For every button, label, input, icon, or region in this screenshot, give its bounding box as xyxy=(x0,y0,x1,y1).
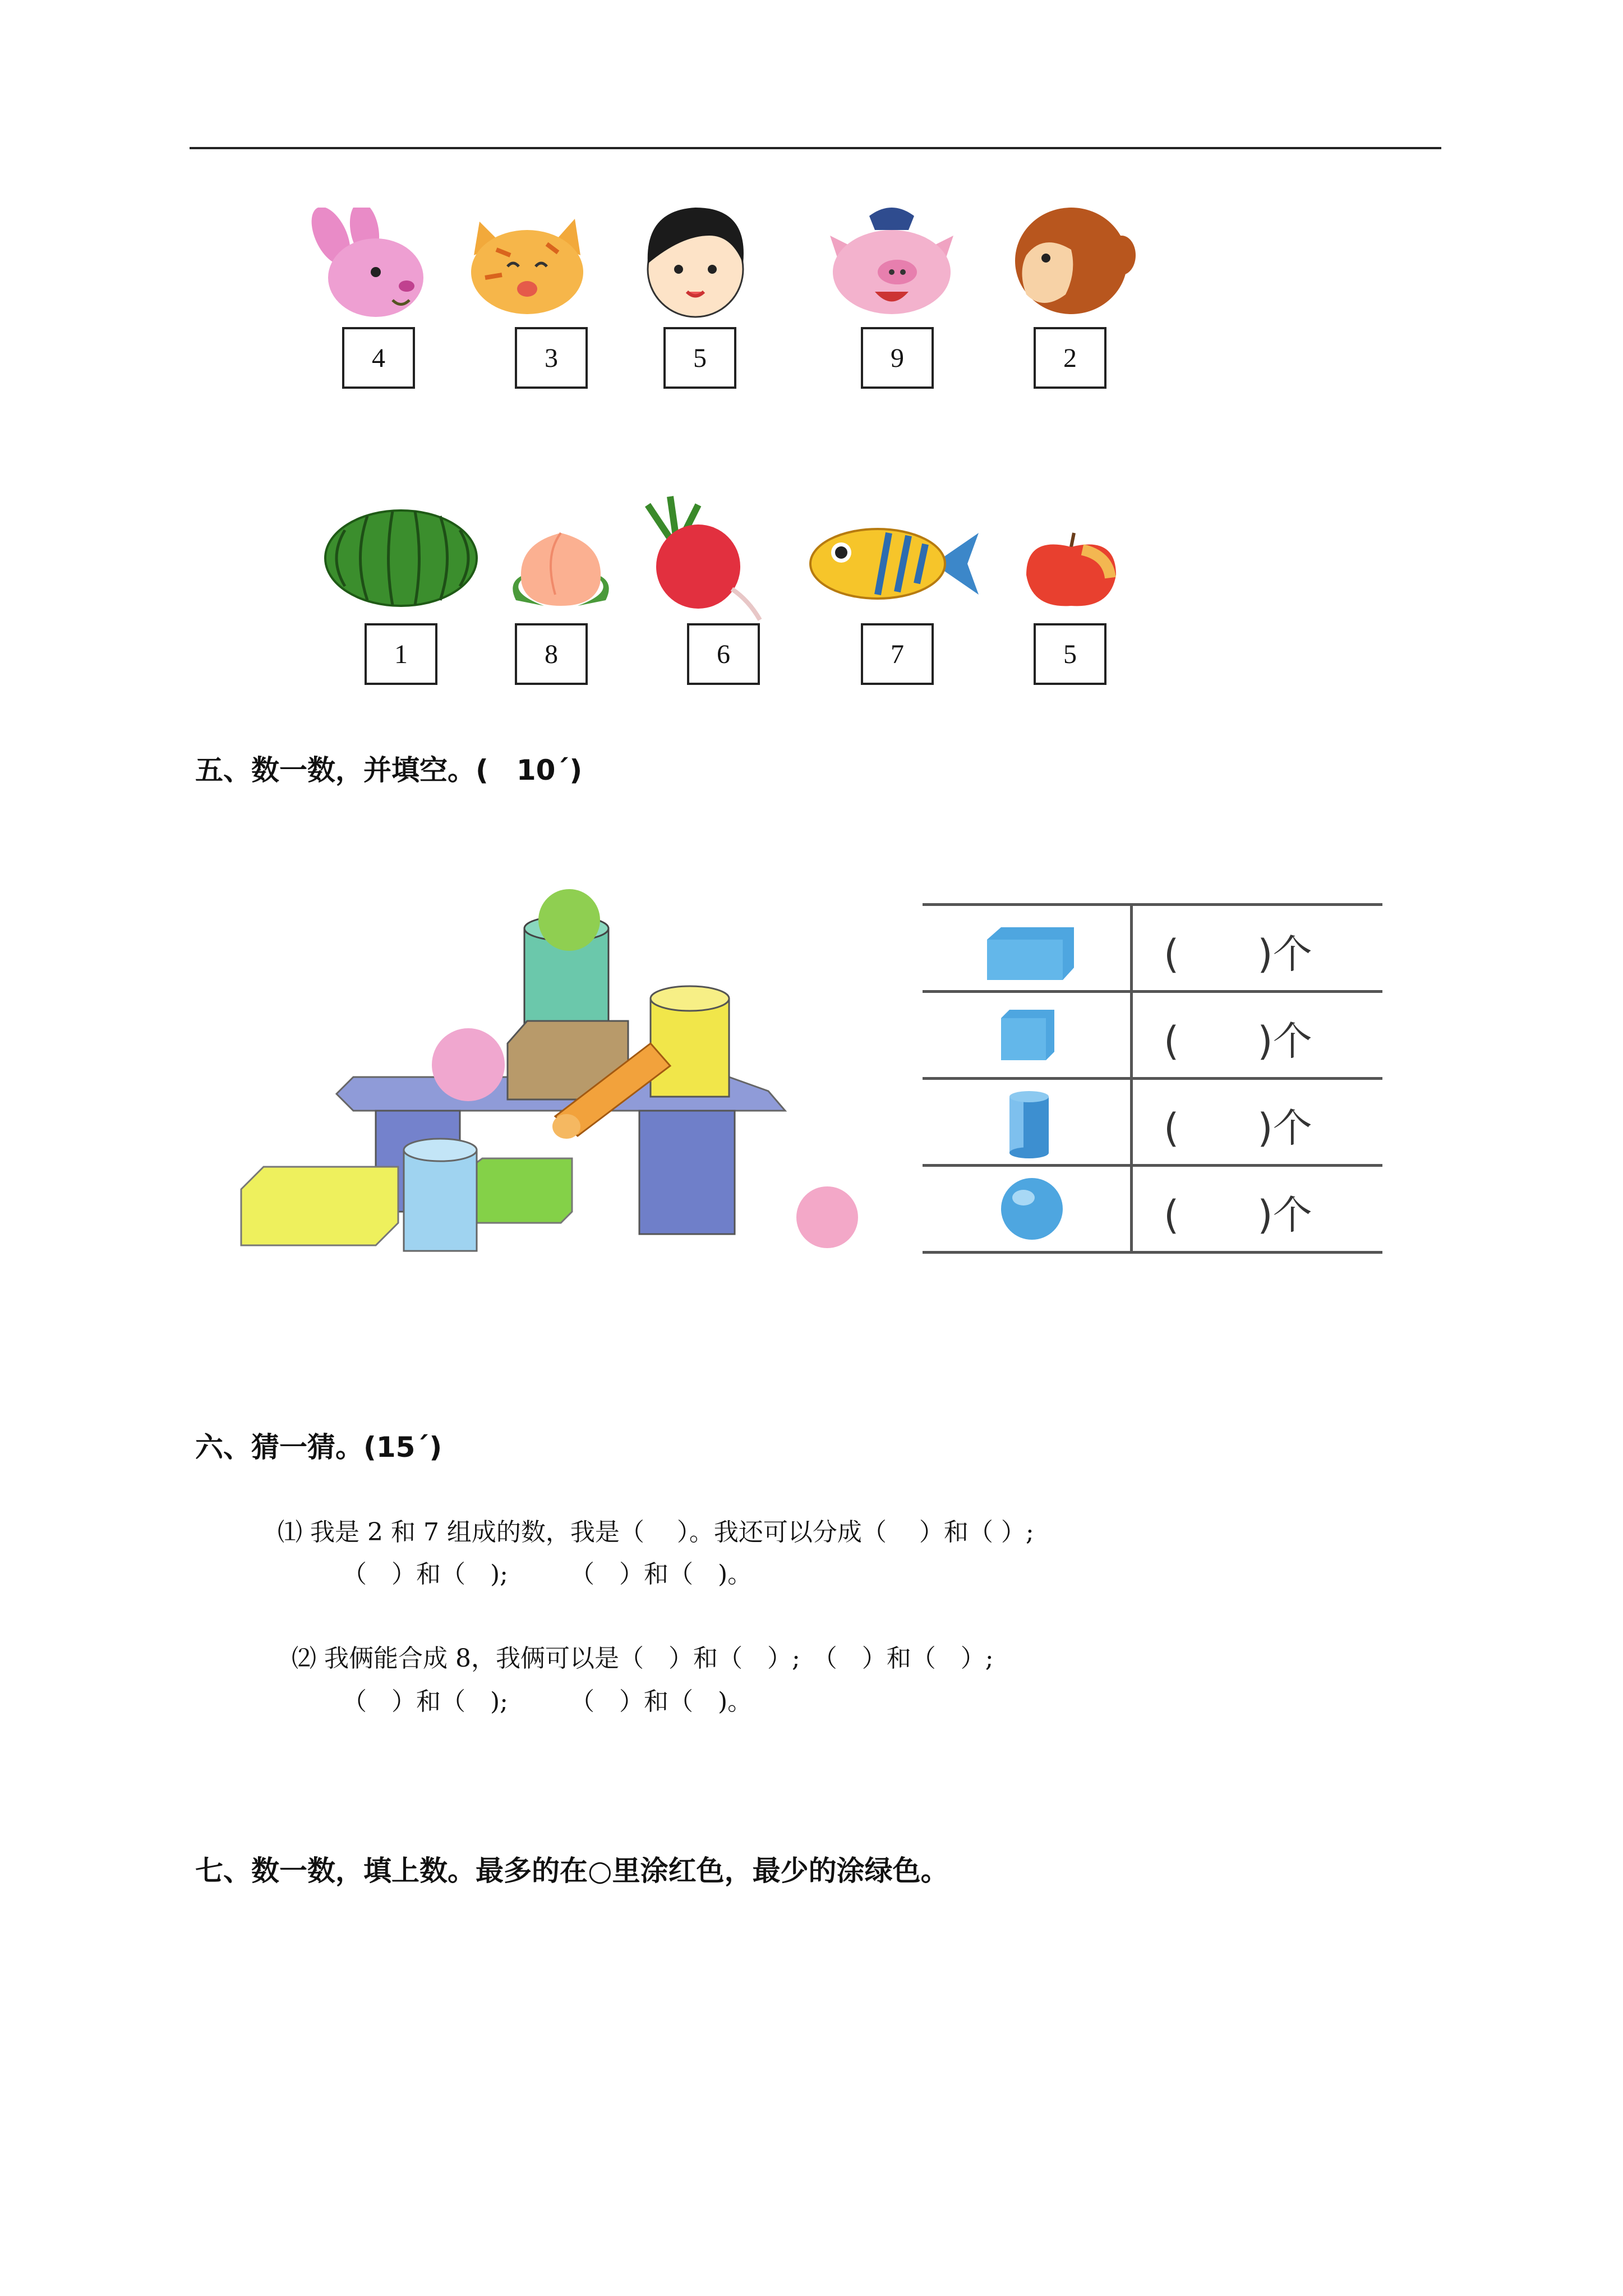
count-blank: ( )个 xyxy=(1164,1018,1312,1064)
cat-icon xyxy=(463,210,592,317)
section-6-heading: 六、猜一猜。(15´) xyxy=(195,1431,442,1464)
count-blank: ( )个 xyxy=(1164,931,1312,977)
table-divider xyxy=(1130,903,1133,1251)
answer-box: 8 xyxy=(515,623,588,685)
answer-box: 7 xyxy=(861,623,934,685)
radish-icon xyxy=(637,494,777,623)
answer-box: 3 xyxy=(515,327,588,389)
count-blank: ( )个 xyxy=(1164,1192,1312,1238)
cube-icon xyxy=(995,1007,1063,1063)
table-rule xyxy=(923,903,1382,906)
table-rule xyxy=(923,1251,1382,1254)
answer-box: 5 xyxy=(663,327,736,389)
peach-icon xyxy=(505,527,617,611)
monkey-icon xyxy=(1004,202,1138,320)
answer-box: 4 xyxy=(342,327,415,389)
cylinder-icon xyxy=(1001,1088,1057,1161)
shape-count-table xyxy=(923,886,1382,1257)
building-blocks-illustration xyxy=(236,886,880,1268)
watermelon-icon xyxy=(322,508,485,609)
pig-icon xyxy=(819,202,965,320)
rabbit-icon xyxy=(292,208,432,320)
answer-box: 2 xyxy=(1034,327,1106,389)
boy-icon xyxy=(637,202,754,320)
cuboid-icon xyxy=(984,923,1080,984)
question-2-line-2: （ ）和（ ); （ ）和（ )。 xyxy=(342,1687,753,1716)
question-2-line-1: ⑵ 我俩能合成 8，我俩可以是（ ）和（ ）; （ ）和（ ）; xyxy=(292,1644,994,1673)
answer-box: 9 xyxy=(861,327,934,389)
table-rule xyxy=(923,1164,1382,1167)
question-1-line-1: ⑴ 我是 2 和 7 组成的数，我是（ ）。我还可以分成（ ）和（ ）; xyxy=(278,1518,1034,1547)
count-blank: ( )个 xyxy=(1164,1105,1312,1151)
question-1-line-2: （ ）和（ ); （ ）和（ )。 xyxy=(342,1560,753,1589)
sphere-icon xyxy=(998,1175,1066,1243)
header-rule xyxy=(190,147,1441,149)
answer-box: 1 xyxy=(365,623,437,685)
answer-box: 6 xyxy=(687,623,760,685)
apple-icon xyxy=(1021,530,1122,609)
table-rule xyxy=(923,990,1382,993)
section-7-heading: 七、数一数，填上数。最多的在○里涂红色，最少的涂绿色。 xyxy=(195,1855,949,1887)
fish-icon xyxy=(805,519,984,609)
table-rule xyxy=(923,1077,1382,1080)
section-5-heading: 五、数一数，并填空。( 10´) xyxy=(195,754,583,786)
answer-box: 5 xyxy=(1034,623,1106,685)
